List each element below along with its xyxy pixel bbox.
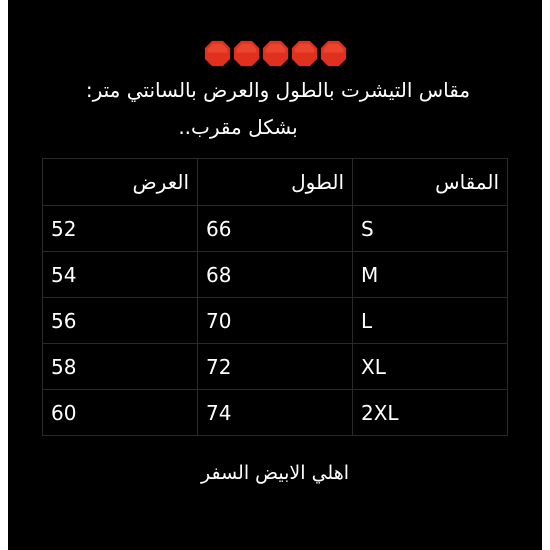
header-length: الطول — [198, 159, 353, 206]
cell-width: 52 — [43, 206, 198, 252]
cell-length: 68 — [198, 252, 353, 298]
cell-width: 54 — [43, 252, 198, 298]
footer-text: اهلي الابيض السفر — [200, 462, 350, 484]
stop-icons-row — [8, 40, 542, 67]
cell-width: 60 — [43, 390, 198, 436]
size-table — [42, 158, 508, 436]
stop-sign-icon — [233, 40, 260, 67]
cell-width: 58 — [43, 344, 198, 390]
header-width: العرض — [43, 159, 198, 206]
cell-width: 56 — [43, 298, 198, 344]
cell-length: 72 — [198, 344, 353, 390]
stop-sign-icon — [204, 40, 231, 67]
title-line-2: بشكل مقرب.. — [178, 115, 298, 139]
stop-sign-icon — [320, 40, 347, 67]
title-line-1: مقاس التيشرت بالطول والعرض بالسانتي متر: — [85, 78, 471, 102]
cell-length: 74 — [198, 390, 353, 436]
table-row — [43, 298, 508, 344]
stop-sign-icon — [262, 40, 289, 67]
cell-length: 70 — [198, 298, 353, 344]
table-row — [43, 344, 508, 390]
stop-sign-icon — [291, 40, 318, 67]
cell-length: 66 — [198, 206, 353, 252]
image-screen — [8, 0, 542, 550]
cell-size: M — [353, 252, 508, 298]
cell-size: S — [353, 206, 508, 252]
header-size: المقاس — [353, 159, 508, 206]
table-row — [43, 206, 508, 252]
table-row — [43, 252, 508, 298]
cell-size: L — [353, 298, 508, 344]
table-row — [43, 390, 508, 436]
cell-size: 2XL — [353, 390, 508, 436]
cell-size: XL — [353, 344, 508, 390]
table-header-row — [43, 159, 508, 206]
